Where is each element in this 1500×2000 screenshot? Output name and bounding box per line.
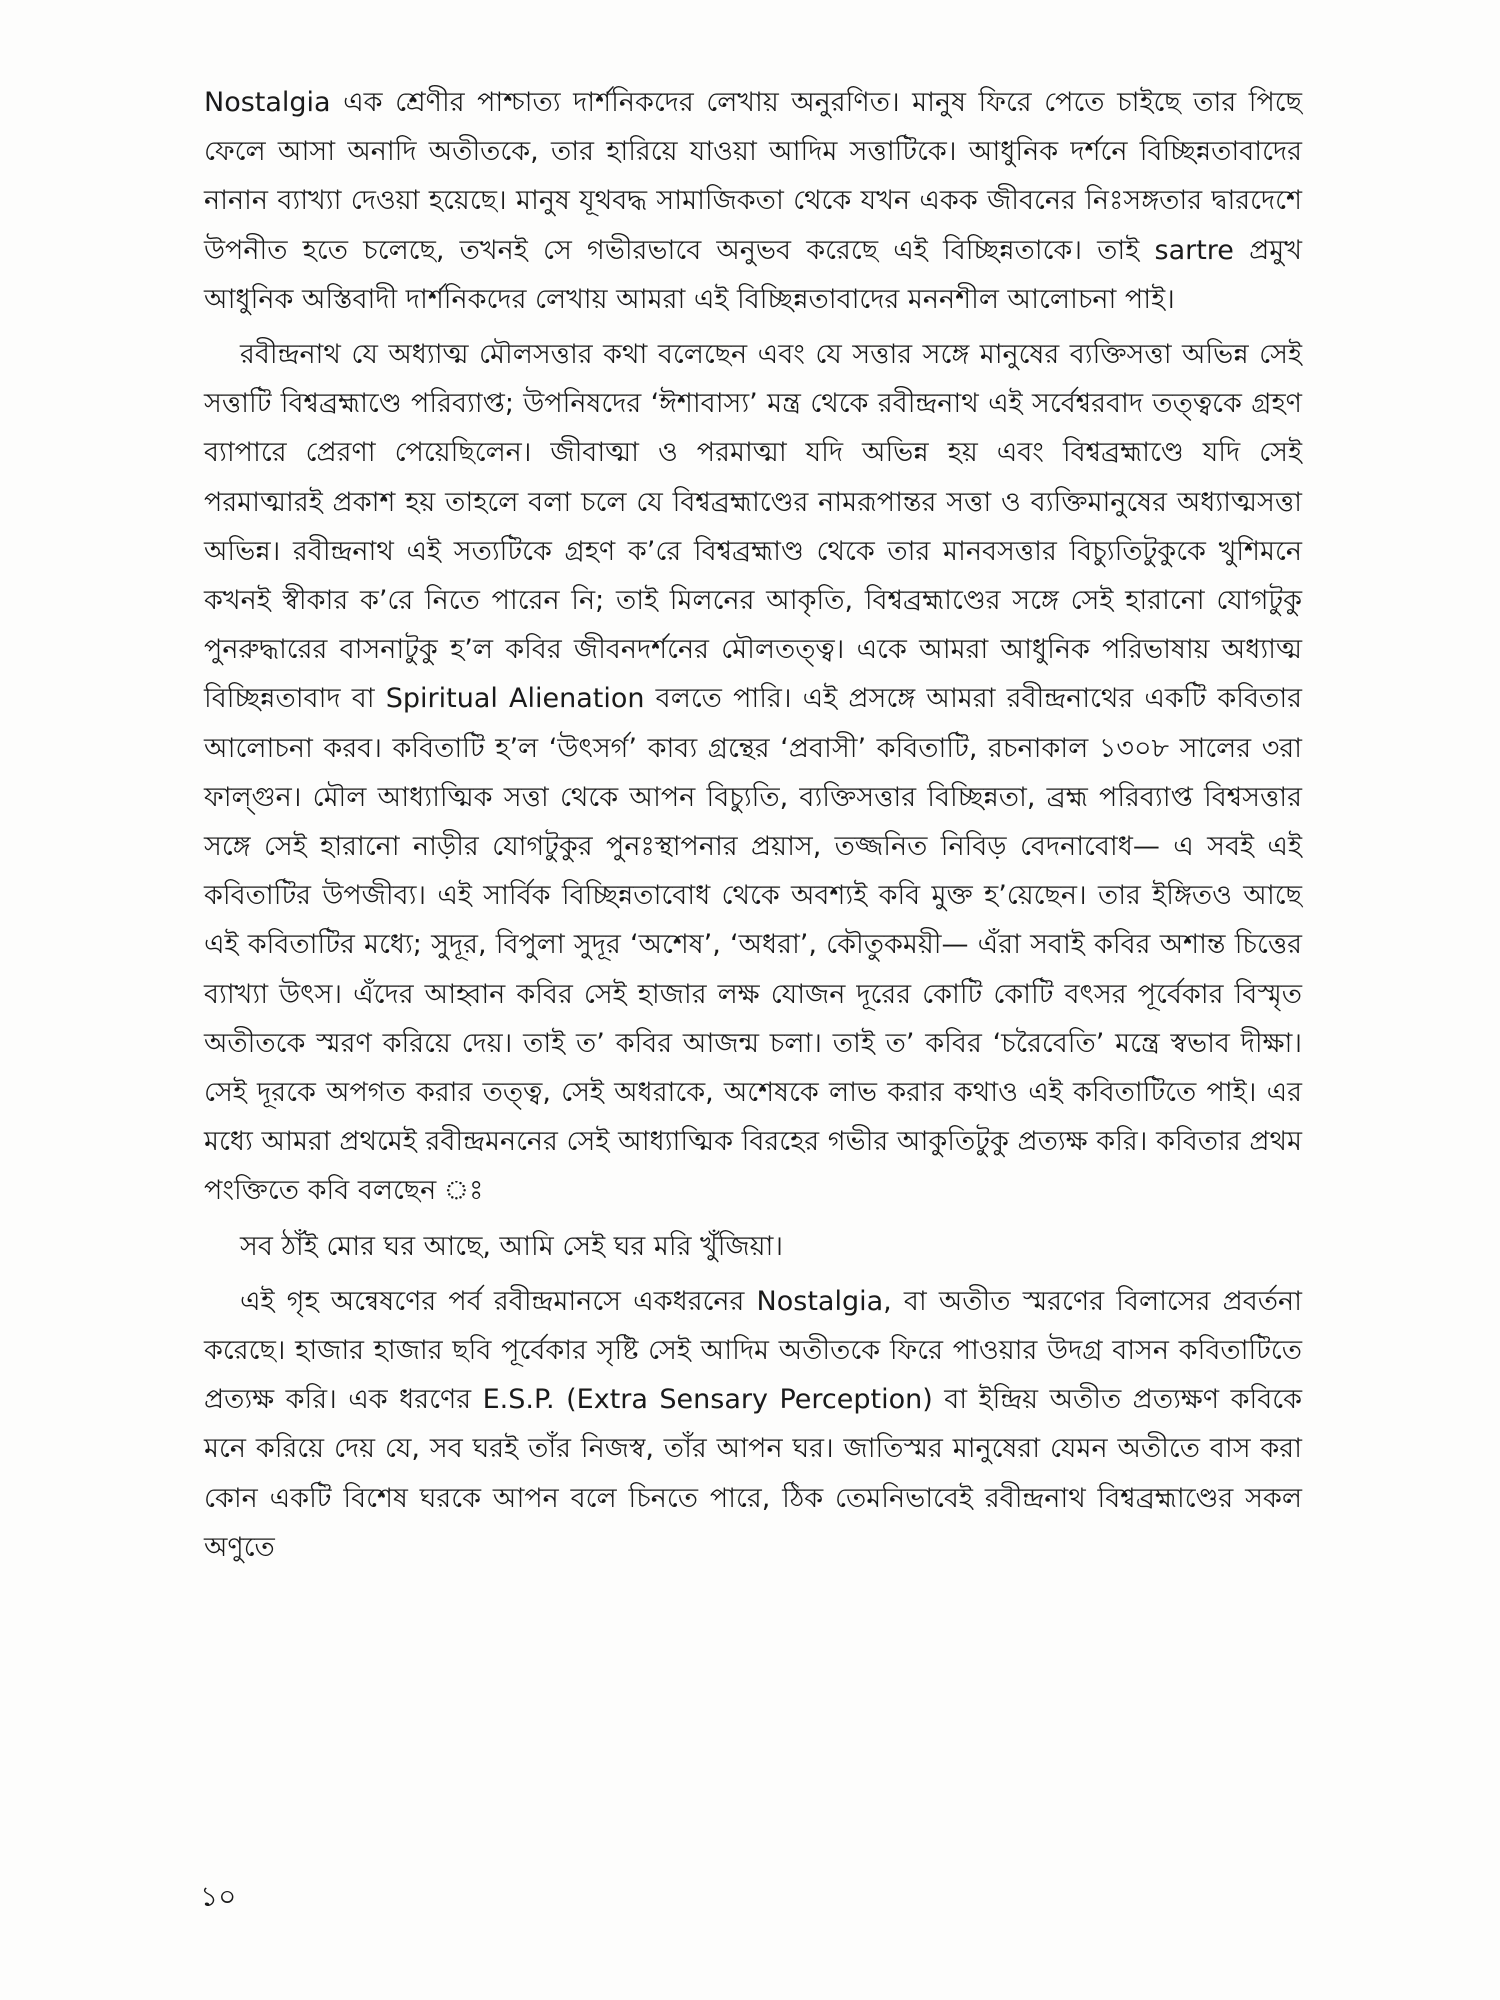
body-text bbox=[204, 78, 1302, 1578]
paragraph-3: এই গৃহ অন্বেষণের পর্ব রবীন্দ্রমানসে একধরনের Nostalgia, বা অতীত স্মরণের বিলাসের প্রবর্তনা করেছে। হাজার হাজার ছবি পূর্বেকার সৃষ্টি সেই আদিম অতীতকে ফিরে পাওয়ার উদগ্র বাসন কবিতাটিতে প্রত্যক্ষ করি। এক ধরণের E.S.P. (Extra Sensary Perception) বা ইন্দ্রিয় অতীত প্রত্যক্ষণ কবিকে মনে করিয়ে দেয় যে, সব ঘরই তাঁর নিজস্ব, তাঁর আপন ঘর। জাতিস্মর মানুষেরা যেমন অতীতে বাস করা কোন একটি বিশেষ ঘরকে আপন বলে চিনতে পারে, ঠিক তেমনিভাবেই রবীন্দ্রনাথ বিশ্বব্রহ্মাণ্ডের সকল অণুতে bbox=[204, 1285, 1302, 1563]
paragraph-1: Nostalgia এক শ্রেণীর পাশ্চাত্য দার্শনিকদের লেখায় অনুরণিত। মানুষ ফিরে পেতে চাইছে তার পিছে ফেলে আসা অনাদি অতীতকে, তার হারিয়ে যাওয়া আদিম সত্তাটিকে। আধুনিক দর্শনে বিচ্ছিন্নতাবাদের নানান ব্যাখ্যা দেওয়া হয়েছে। মানুষ যূথবদ্ধ সামাজিকতা থেকে যখন একক জীবনের নিঃসঙ্গতার দ্বারদেশে উপনীত হতে চলেছে, তখনই সে গভীরভাবে অনুভব করেছে এই বিচ্ছিন্নতাকে। তাই sartre প্রমুখ আধুনিক অস্তিবাদী দার্শনিকদের লেখায় আমরা এই বিচ্ছিন্নতাবাদের মননশীল আলোচনা পাই। bbox=[204, 87, 1302, 315]
quoted-poem-line: সব ঠাঁই মোর ঘর আছে, আমি সেই ঘর মরি খুঁজিয়া। bbox=[240, 1230, 783, 1262]
paragraph-2: রবীন্দ্রনাথ যে অধ্যাত্ম মৌলসত্তার কথা বলেছেন এবং যে সত্তার সঙ্গে মানুষের ব্যক্তিসত্তা অভিন্ন সেই সত্তাটি বিশ্বব্রহ্মাণ্ডে পরিব্যাপ্ত; উপনিষদের ‘ঈশাবাস্য’ মন্ত্র থেকে রবীন্দ্রনাথ এই সর্বেশ্বরবাদ তত্ত্বকে গ্রহণ ব্যাপারে প্রেরণা পেয়েছিলেন। জীবাত্মা ও পরমাত্মা যদি অভিন্ন হয় এবং বিশ্বব্রহ্মাণ্ডে যদি সেই পরমাত্মারই প্রকাশ হয় তাহলে বলা চলে যে বিশ্বব্রহ্মাণ্ডের নামরূপান্তর সত্তা ও ব্যক্তিমানুষের অধ্যাত্মসত্তা অভিন্ন। রবীন্দ্রনাথ এই সত্যটিকে গ্রহণ ক’রে বিশ্বব্রহ্মাণ্ড থেকে তার মানবসত্তার বিচ্যুতিটুকুকে খুশিমনে কখনই স্বীকার ক’রে নিতে পারেন নি; তাই মিলনের আকৃতি, বিশ্বব্রহ্মাণ্ডের সঙ্গে সেই হারানো যোগটুকু পুনরুদ্ধারের বাসনাটুকু হ’ল কবির জীবনদর্শনের মৌলতত্ত্ব। একে আমরা আধুনিক পরিভাষায় অধ্যাত্ম বিচ্ছিন্নতাবাদ বা Spiritual Alienation বলতে পারি। এই প্রসঙ্গে আমরা রবীন্দ্রনাথের একটি কবিতার আলোচনা করব। কবিতাটি হ’ল ‘উৎসর্গ’ কাব্য গ্রন্থের ‘প্রবাসী’ কবিতাটি, রচনাকাল ১৩০৮ সালের ৩রা ফাল্গুন। মৌল আধ্যাত্মিক সত্তা থেকে আপন বিচ্যুতি, ব্যক্তিসত্তার বিচ্ছিন্নতা, ব্রহ্ম পরিব্যাপ্ত বিশ্বসত্তার সঙ্গে সেই হারানো নাড়ীর যোগটুকুর পুনঃস্থাপনার প্রয়াস, তজ্জনিত নিবিড় বেদনাবোধ— এ সবই এই কবিতাটির উপজীব্য। এই সার্বিক বিচ্ছিন্নতাবোধ থেকে অবশ্যই কবি মুক্ত হ’য়েছেন। তার ইঙ্গিতও আছে এই কবিতাটির মধ্যে; সুদূর, বিপুলা সুদূর ‘অশেষ’, ‘অধরা’, কৌতুকময়ী— এঁরা সবাই কবির অশান্ত চিত্তের ব্যাখ্যা উৎস। এঁদের আহ্বান কবির সেই হাজার লক্ষ যোজন দূরের কোটি কোটি বৎসর পূর্বেকার বিস্মৃত অতীতকে স্মরণ করিয়ে দেয়। তাই ত’ কবির আজন্ম চলা। তাই ত’ কবির ‘চরৈবেতি’ মন্ত্রে স্বভাব দীক্ষা। সেই দূরকে অপগত করার তত্ত্ব, সেই অধরাকে, অশেষকে লাভ করার কথাও এই কবিতাটিতে পাই। এর মধ্যে আমরা প্রথমেই রবীন্দ্রমননের সেই আধ্যাত্মিক বিরহের গভীর আকুতিটুকু প্রত্যক্ষ করি। কবিতার প্রথম পংক্তিতে কবি বলছেন ঃ bbox=[204, 339, 1302, 1207]
page-number: ১০ bbox=[200, 1880, 237, 1913]
